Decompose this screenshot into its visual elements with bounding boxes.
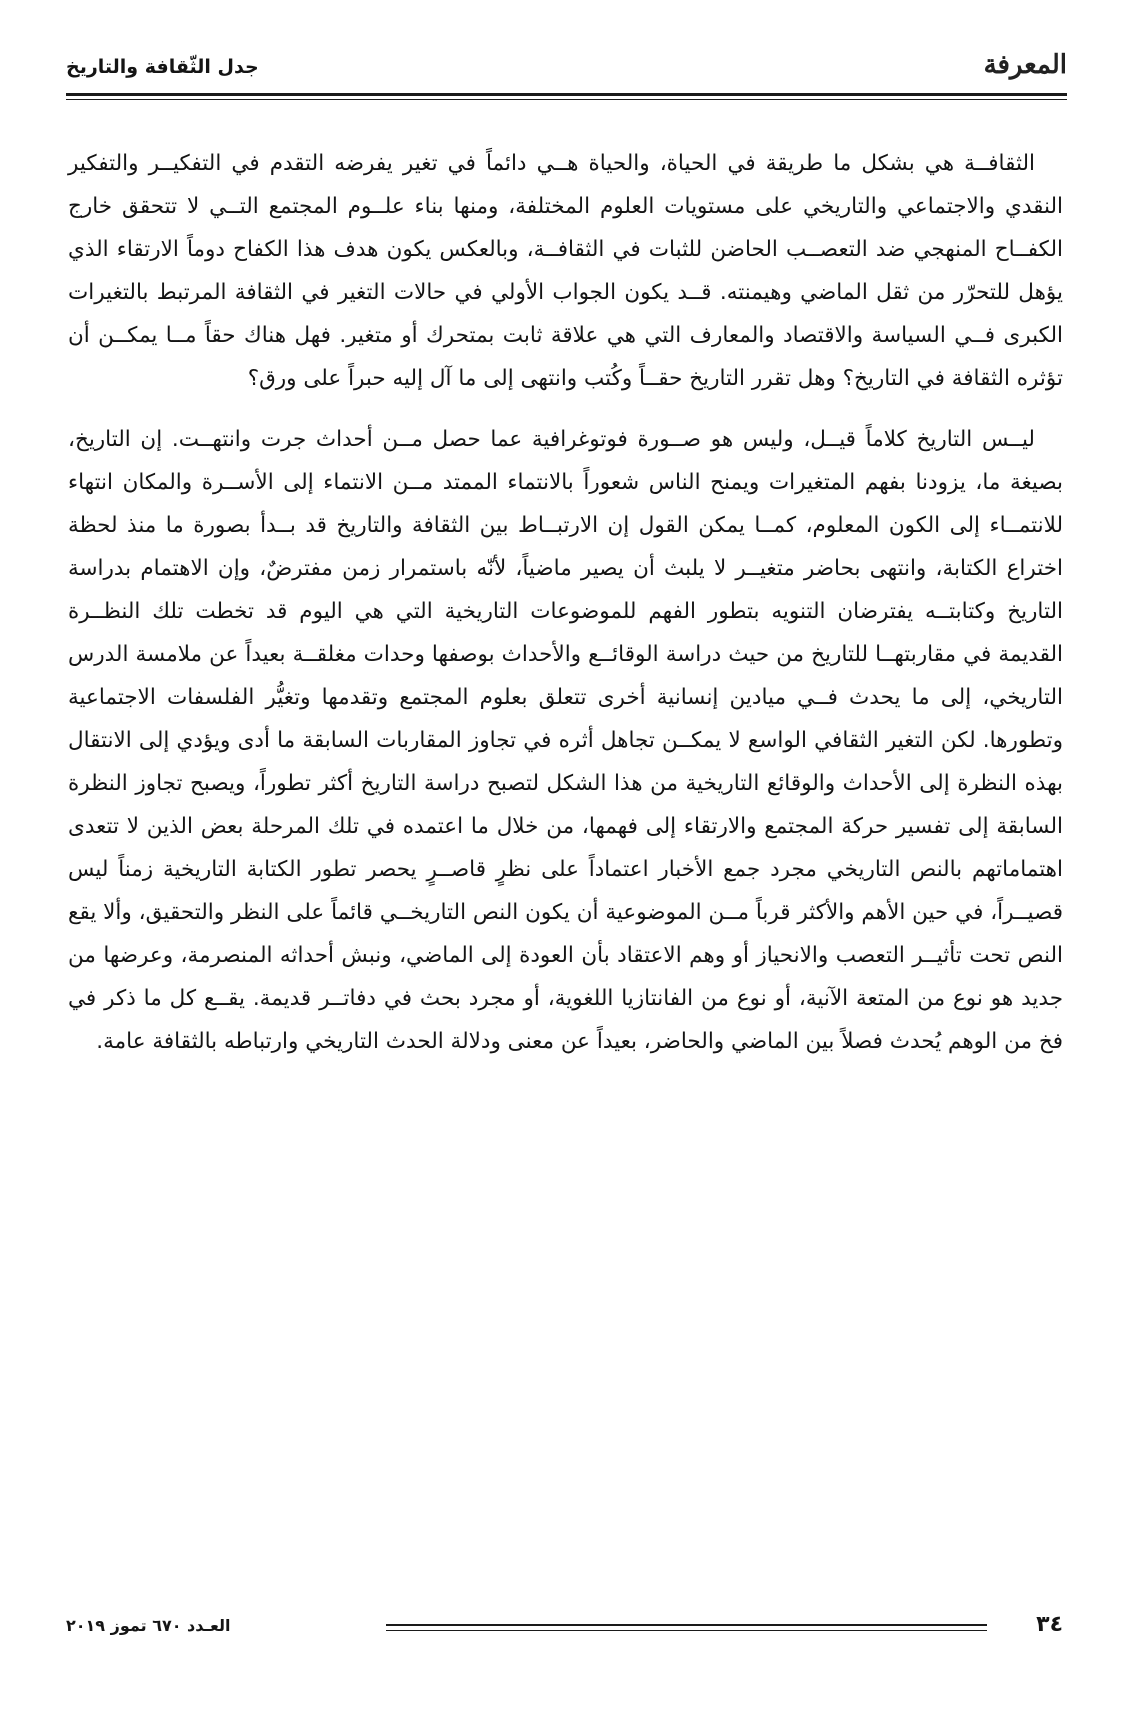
page-header — [66, 44, 1067, 94]
header-rule-thin — [66, 99, 1067, 100]
paragraph-1: الثقافــة هي بشكل ما طريقة في الحياة، والحياة هــي دائماً في تغير يفرضه التقدم في التفكيــر والتفكير النقدي والاجتماعي والتاريخي على مستويات العلوم المختلفة، ومنها بناء علــوم المجتمع التــي لا تتحقق خارج الكفــاح المنهجي ضد التعصــب الحاضن للثبات في الثقافــة، وبالعكس يكون هدف هذا الكفاح دوماً الارتقاء الذي يؤهل للتحرّر من ثقل الماضي وهيمنته. قــد يكون الجواب الأولي في حالات التغير في الثقافة المرتبط بالتغيرات الكبرى فــي السياسة والاقتصاد والمعارف التي هي علاقة ثابت بمتحرك أو متغير. فهل هناك حقاً مــا يمكــن أن تؤثره الثقافة في التاريخ؟ وهل تقرر التاريخ حقــاً وكُتب وانتهى إلى ما آل إليه حبراً على ورق؟ — [68, 151, 1063, 391]
header-rule-thick — [66, 93, 1067, 96]
article-body — [68, 142, 1063, 1081]
magazine-logo: المعرفة — [983, 50, 1067, 80]
page-footer — [66, 1612, 1067, 1642]
issue-info: العـدد ٦٧٠ تموز ٢٠١٩ — [66, 1616, 231, 1635]
footer-rule — [386, 1624, 987, 1631]
page-number: ٣٤ — [1036, 1612, 1063, 1637]
paragraph-2: ليــس التاريخ كلاماً قيــل، وليس هو صــورة فوتوغرافية عما حصل مــن أحداث جرت وانتهــت. إن التاريخ، بصيغة ما، يزودنا بفهم المتغيرات ويمنح الناس شعوراً بالانتماء الممتد مــن الانتماء إلى الأســرة والمكان انتهاء للانتمــاء إلى الكون المعلوم، كمــا يمكن القول إن الارتبــاط بين الثقافة والتاريخ قد بــدأ بصورة ما منذ لحظة اختراع الكتابة، وانتهى بحاضر متغيــر لا يلبث أن يصير ماضياً، لأنّه باستمرار زمن مفترضٌ، وإن الاهتمام بدراسة التاريخ وكتابتــه يفترضان التنويه بتطور الفهم للموضوعات التاريخية التي هي اليوم قد تخطت تلك النظــرة القديمة في مقاربتهــا للتاريخ من حيث دراسة الوقائــع والأحداث بوصفها وحدات مغلقــة بعيداً عن ملامسة الدرس التاريخي، إلى ما يحدث فــي ميادين إنسانية أخرى تتعلق بعلوم المجتمع وتقدمها وتغيُّر الفلسفات الاجتماعية وتطورها. لكن التغير الثقافي الواسع لا يمكــن تجاهل أثره في تجاوز المقاربات السابقة ما أدى ويؤدي إلى الانتقال بهذه النظرة إلى الأحداث والوقائع التاريخية من هذا الشكل لتصبح دراسة التاريخ أكثر تطوراً، ويصبح تجاوز النظرة السابقة إلى تفسير حركة المجتمع والارتقاء إلى فهمها، من خلال ما اعتمده في تلك المرحلة بعض الذين لا تتعدى اهتماماتهم بالنص التاريخي مجرد جمع الأخبار اعتماداً على نظرٍ قاصــرٍ يحصر تطور الكتابة التاريخية زمناً ليس قصيــراً، في حين الأهم والأكثر قرباً مــن الموضوعية أن يكون النص التاريخــي قائماً على النظر والتحقيق، وألا يقع النص تحت تأثيــر التعصب والانحياز أو وهم الاعتقاد بأن العودة إلى الماضي، ونبش أحداثه المنصرمة، وعرضها من جديد هو نوع من المتعة الآنية، أو نوع من الفانتازيا اللغوية، أو مجرد بحث في دفاتــر قديمة. يقــع كل ما ذكر في فخ من الوهم يُحدث فصلاً بين الماضي والحاضر، بعيداً عن معنى ودلالة الحدث التاريخي وارتباطه بالثقافة عامة. — [68, 427, 1063, 1054]
running-title: جدل الثّقافة والتاريخ — [66, 56, 259, 78]
